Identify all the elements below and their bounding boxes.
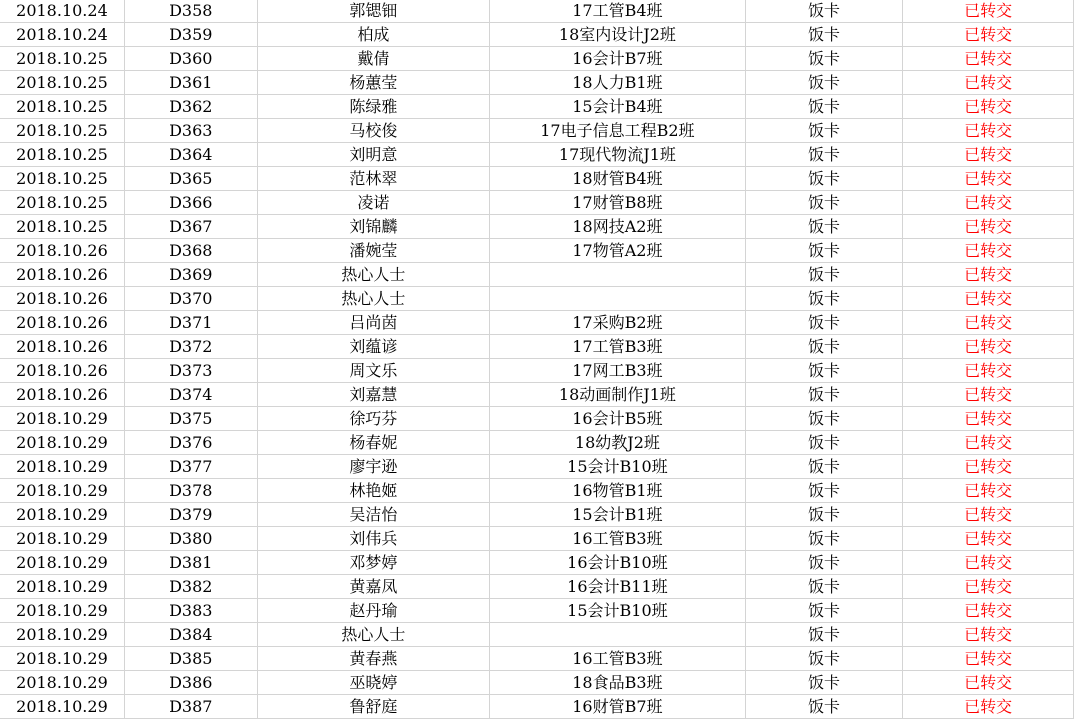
cell-date[interactable]: 2018.10.29 — [0, 671, 124, 695]
cell-status[interactable]: 已转交 — [903, 215, 1074, 239]
table-row — [0, 95, 1074, 119]
cell-name[interactable]: 吴洁怡 — [257, 503, 489, 527]
cell-id[interactable]: D380 — [124, 527, 257, 551]
cell-id[interactable]: D360 — [124, 47, 257, 71]
cell-item[interactable]: 饭卡 — [745, 311, 903, 335]
cell-name[interactable]: 刘伟兵 — [257, 527, 489, 551]
cell-date[interactable]: 2018.10.25 — [0, 71, 124, 95]
table-row — [0, 287, 1074, 311]
cell-name[interactable]: 廖宇逊 — [257, 455, 489, 479]
cell-item[interactable]: 饭卡 — [745, 455, 903, 479]
cell-class[interactable]: 17物管A2班 — [490, 239, 746, 263]
cell-id[interactable]: D379 — [124, 503, 257, 527]
cell-item[interactable]: 饭卡 — [745, 143, 903, 167]
cell-id[interactable]: D375 — [124, 407, 257, 431]
cell-item[interactable]: 饭卡 — [745, 215, 903, 239]
cell-name[interactable]: 邓梦婷 — [257, 551, 489, 575]
cell-status[interactable]: 已转交 — [903, 95, 1074, 119]
cell-id[interactable]: D361 — [124, 71, 257, 95]
cell-class[interactable]: 16会计B11班 — [490, 575, 746, 599]
table-row — [0, 263, 1074, 287]
cell-item[interactable]: 饭卡 — [745, 647, 903, 671]
cell-item[interactable]: 饭卡 — [745, 575, 903, 599]
cell-class[interactable]: 15会计B1班 — [490, 503, 746, 527]
cell-date[interactable]: 2018.10.29 — [0, 551, 124, 575]
cell-status[interactable]: 已转交 — [903, 479, 1074, 503]
cell-item[interactable]: 饭卡 — [745, 47, 903, 71]
table-row — [0, 359, 1074, 383]
cell-name[interactable]: 马校俊 — [257, 119, 489, 143]
cell-item[interactable]: 饭卡 — [745, 479, 903, 503]
cell-id[interactable]: D387 — [124, 695, 257, 719]
cell-id[interactable]: D382 — [124, 575, 257, 599]
cell-item[interactable]: 饭卡 — [745, 671, 903, 695]
cell-class[interactable]: 15会计B10班 — [490, 455, 746, 479]
cell-date[interactable]: 2018.10.25 — [0, 47, 124, 71]
cell-date[interactable]: 2018.10.29 — [0, 479, 124, 503]
cell-date[interactable]: 2018.10.25 — [0, 191, 124, 215]
cell-class[interactable] — [490, 287, 746, 311]
cell-status[interactable]: 已转交 — [903, 335, 1074, 359]
cell-status[interactable]: 已转交 — [903, 359, 1074, 383]
cell-status[interactable]: 已转交 — [903, 575, 1074, 599]
cell-status[interactable]: 已转交 — [903, 527, 1074, 551]
cell-status[interactable]: 已转交 — [903, 191, 1074, 215]
cell-id[interactable]: D363 — [124, 119, 257, 143]
cell-class[interactable] — [490, 623, 746, 647]
cell-name[interactable]: 郭锶钿 — [257, 0, 489, 23]
cell-id[interactable]: D371 — [124, 311, 257, 335]
cell-name[interactable]: 刘嘉慧 — [257, 383, 489, 407]
cell-date[interactable]: 2018.10.26 — [0, 311, 124, 335]
cell-name[interactable]: 热心人士 — [257, 623, 489, 647]
cell-item[interactable]: 饭卡 — [745, 239, 903, 263]
cell-date[interactable]: 2018.10.25 — [0, 119, 124, 143]
cell-name[interactable]: 鲁舒庭 — [257, 695, 489, 719]
cell-status[interactable]: 已转交 — [903, 455, 1074, 479]
cell-name[interactable]: 徐巧芬 — [257, 407, 489, 431]
cell-id[interactable]: D366 — [124, 191, 257, 215]
cell-item[interactable]: 饭卡 — [745, 335, 903, 359]
cell-name[interactable]: 刘明意 — [257, 143, 489, 167]
cell-date[interactable]: 2018.10.29 — [0, 623, 124, 647]
cell-status[interactable]: 已转交 — [903, 599, 1074, 623]
cell-class[interactable]: 16会计B5班 — [490, 407, 746, 431]
cell-class[interactable]: 18幼教J2班 — [490, 431, 746, 455]
table-row — [0, 455, 1074, 479]
cell-item[interactable]: 饭卡 — [745, 167, 903, 191]
cell-item[interactable]: 饭卡 — [745, 287, 903, 311]
cell-date[interactable]: 2018.10.26 — [0, 287, 124, 311]
cell-class[interactable]: 17工管B3班 — [490, 335, 746, 359]
cell-item[interactable]: 饭卡 — [745, 623, 903, 647]
cell-id[interactable]: D386 — [124, 671, 257, 695]
cell-status[interactable]: 已转交 — [903, 407, 1074, 431]
cell-date[interactable]: 2018.10.29 — [0, 503, 124, 527]
cell-date[interactable]: 2018.10.26 — [0, 239, 124, 263]
table-row — [0, 23, 1074, 47]
cell-status[interactable]: 已转交 — [903, 671, 1074, 695]
cell-id[interactable]: D358 — [124, 0, 257, 23]
cell-id[interactable]: D377 — [124, 455, 257, 479]
cell-id[interactable]: D378 — [124, 479, 257, 503]
cell-id[interactable]: D376 — [124, 431, 257, 455]
table-row — [0, 503, 1074, 527]
cell-name[interactable]: 陈绿雅 — [257, 95, 489, 119]
table-row — [0, 407, 1074, 431]
cell-status[interactable]: 已转交 — [903, 263, 1074, 287]
cell-name[interactable]: 凌诺 — [257, 191, 489, 215]
cell-status[interactable]: 已转交 — [903, 167, 1074, 191]
cell-name[interactable]: 周文乐 — [257, 359, 489, 383]
cell-class[interactable]: 17电子信息工程B2班 — [490, 119, 746, 143]
cell-class[interactable]: 18食品B3班 — [490, 671, 746, 695]
cell-class[interactable]: 18室内设计J2班 — [490, 23, 746, 47]
cell-item[interactable]: 饭卡 — [745, 263, 903, 287]
cell-class[interactable]: 15会计B10班 — [490, 599, 746, 623]
cell-date[interactable]: 2018.10.25 — [0, 167, 124, 191]
cell-class[interactable]: 18财管B4班 — [490, 167, 746, 191]
cell-status[interactable]: 已转交 — [903, 0, 1074, 23]
cell-id[interactable]: D365 — [124, 167, 257, 191]
cell-class[interactable]: 16财管B7班 — [490, 695, 746, 719]
cell-class[interactable]: 16工管B3班 — [490, 647, 746, 671]
cell-item[interactable]: 饭卡 — [745, 95, 903, 119]
cell-class[interactable]: 17工管B4班 — [490, 0, 746, 23]
table-row — [0, 167, 1074, 191]
table-row — [0, 551, 1074, 575]
cell-date[interactable]: 2018.10.25 — [0, 95, 124, 119]
cell-item[interactable]: 饭卡 — [745, 383, 903, 407]
cell-name[interactable]: 潘婉莹 — [257, 239, 489, 263]
table-row — [0, 335, 1074, 359]
cell-class[interactable] — [490, 263, 746, 287]
cell-class[interactable]: 18网技A2班 — [490, 215, 746, 239]
table-row — [0, 599, 1074, 623]
cell-id[interactable]: D384 — [124, 623, 257, 647]
cell-id[interactable]: D369 — [124, 263, 257, 287]
cell-date[interactable]: 2018.10.29 — [0, 647, 124, 671]
cell-id[interactable]: D370 — [124, 287, 257, 311]
cell-class[interactable]: 16物管B1班 — [490, 479, 746, 503]
cell-name[interactable]: 热心人士 — [257, 263, 489, 287]
table-row — [0, 695, 1074, 719]
cell-class[interactable]: 17采购B2班 — [490, 311, 746, 335]
cell-id[interactable]: D372 — [124, 335, 257, 359]
table-row — [0, 191, 1074, 215]
cell-date[interactable]: 2018.10.29 — [0, 695, 124, 719]
cell-date[interactable]: 2018.10.29 — [0, 455, 124, 479]
cell-class[interactable]: 18动画制作J1班 — [490, 383, 746, 407]
cell-item[interactable]: 饭卡 — [745, 431, 903, 455]
cell-name[interactable]: 赵丹瑜 — [257, 599, 489, 623]
cell-class[interactable]: 17现代物流J1班 — [490, 143, 746, 167]
cell-id[interactable]: D368 — [124, 239, 257, 263]
cell-status[interactable]: 已转交 — [903, 647, 1074, 671]
cell-item[interactable]: 饭卡 — [745, 0, 903, 23]
cell-date[interactable]: 2018.10.24 — [0, 0, 124, 23]
cell-item[interactable]: 饭卡 — [745, 359, 903, 383]
cell-date[interactable]: 2018.10.29 — [0, 431, 124, 455]
cell-name[interactable]: 戴倩 — [257, 47, 489, 71]
cell-item[interactable]: 饭卡 — [745, 695, 903, 719]
cell-id[interactable]: D385 — [124, 647, 257, 671]
table-row — [0, 575, 1074, 599]
cell-status[interactable]: 已转交 — [903, 143, 1074, 167]
cell-date[interactable]: 2018.10.29 — [0, 527, 124, 551]
cell-name[interactable]: 柏成 — [257, 23, 489, 47]
cell-id[interactable]: D367 — [124, 215, 257, 239]
cell-date[interactable]: 2018.10.24 — [0, 23, 124, 47]
cell-status[interactable]: 已转交 — [903, 23, 1074, 47]
cell-name[interactable]: 杨春妮 — [257, 431, 489, 455]
cell-id[interactable]: D362 — [124, 95, 257, 119]
cell-status[interactable]: 已转交 — [903, 431, 1074, 455]
cell-date[interactable]: 2018.10.29 — [0, 599, 124, 623]
cell-class[interactable]: 17网工B3班 — [490, 359, 746, 383]
cell-date[interactable]: 2018.10.26 — [0, 335, 124, 359]
table-row — [0, 239, 1074, 263]
cell-name[interactable]: 林艳姬 — [257, 479, 489, 503]
cell-date[interactable]: 2018.10.25 — [0, 143, 124, 167]
cell-id[interactable]: D381 — [124, 551, 257, 575]
cell-name[interactable]: 黄嘉凤 — [257, 575, 489, 599]
table-row — [0, 527, 1074, 551]
cell-id[interactable]: D374 — [124, 383, 257, 407]
cell-name[interactable]: 杨蕙莹 — [257, 71, 489, 95]
cell-status[interactable]: 已转交 — [903, 287, 1074, 311]
cell-status[interactable]: 已转交 — [903, 71, 1074, 95]
table-row — [0, 671, 1074, 695]
cell-status[interactable]: 已转交 — [903, 239, 1074, 263]
table-row — [0, 0, 1074, 23]
cell-item[interactable]: 饭卡 — [745, 119, 903, 143]
cell-name[interactable]: 黄春燕 — [257, 647, 489, 671]
table-row — [0, 143, 1074, 167]
cell-name[interactable]: 吕尚茵 — [257, 311, 489, 335]
table-row — [0, 431, 1074, 455]
cell-date[interactable]: 2018.10.26 — [0, 263, 124, 287]
cell-item[interactable]: 饭卡 — [745, 551, 903, 575]
cell-id[interactable]: D359 — [124, 23, 257, 47]
table-row — [0, 383, 1074, 407]
cell-class[interactable]: 16会计B7班 — [490, 47, 746, 71]
cell-status[interactable]: 已转交 — [903, 551, 1074, 575]
cell-status[interactable]: 已转交 — [903, 119, 1074, 143]
cell-item[interactable]: 饭卡 — [745, 71, 903, 95]
cell-class[interactable]: 18人力B1班 — [490, 71, 746, 95]
cell-item[interactable]: 饭卡 — [745, 503, 903, 527]
table-row — [0, 479, 1074, 503]
cell-id[interactable]: D383 — [124, 599, 257, 623]
cell-status[interactable]: 已转交 — [903, 503, 1074, 527]
table-row — [0, 119, 1074, 143]
cell-class[interactable]: 16工管B3班 — [490, 527, 746, 551]
cell-status[interactable]: 已转交 — [903, 311, 1074, 335]
cell-item[interactable]: 饭卡 — [745, 407, 903, 431]
cell-date[interactable]: 2018.10.29 — [0, 407, 124, 431]
table-row — [0, 647, 1074, 671]
cell-status[interactable]: 已转交 — [903, 695, 1074, 719]
cell-name[interactable]: 巫晓婷 — [257, 671, 489, 695]
cell-class[interactable]: 17财管B8班 — [490, 191, 746, 215]
cell-id[interactable]: D364 — [124, 143, 257, 167]
cell-item[interactable]: 饭卡 — [745, 527, 903, 551]
table-row — [0, 47, 1074, 71]
cell-name[interactable]: 刘蕴谚 — [257, 335, 489, 359]
cell-id[interactable]: D373 — [124, 359, 257, 383]
cell-date[interactable]: 2018.10.26 — [0, 359, 124, 383]
cell-name[interactable]: 范林翠 — [257, 167, 489, 191]
cell-item[interactable]: 饭卡 — [745, 191, 903, 215]
cell-name[interactable]: 热心人士 — [257, 287, 489, 311]
cell-status[interactable]: 已转交 — [903, 383, 1074, 407]
table-row — [0, 311, 1074, 335]
cell-status[interactable]: 已转交 — [903, 47, 1074, 71]
table-row — [0, 71, 1074, 95]
cell-date[interactable]: 2018.10.26 — [0, 383, 124, 407]
cell-date[interactable]: 2018.10.29 — [0, 575, 124, 599]
cell-status[interactable]: 已转交 — [903, 623, 1074, 647]
table-row — [0, 215, 1074, 239]
table-row — [0, 623, 1074, 647]
cell-name[interactable]: 刘锦麟 — [257, 215, 489, 239]
cell-item[interactable]: 饭卡 — [745, 599, 903, 623]
cell-class[interactable]: 16会计B10班 — [490, 551, 746, 575]
cell-class[interactable]: 15会计B4班 — [490, 95, 746, 119]
cell-item[interactable]: 饭卡 — [745, 23, 903, 47]
cell-date[interactable]: 2018.10.25 — [0, 215, 124, 239]
